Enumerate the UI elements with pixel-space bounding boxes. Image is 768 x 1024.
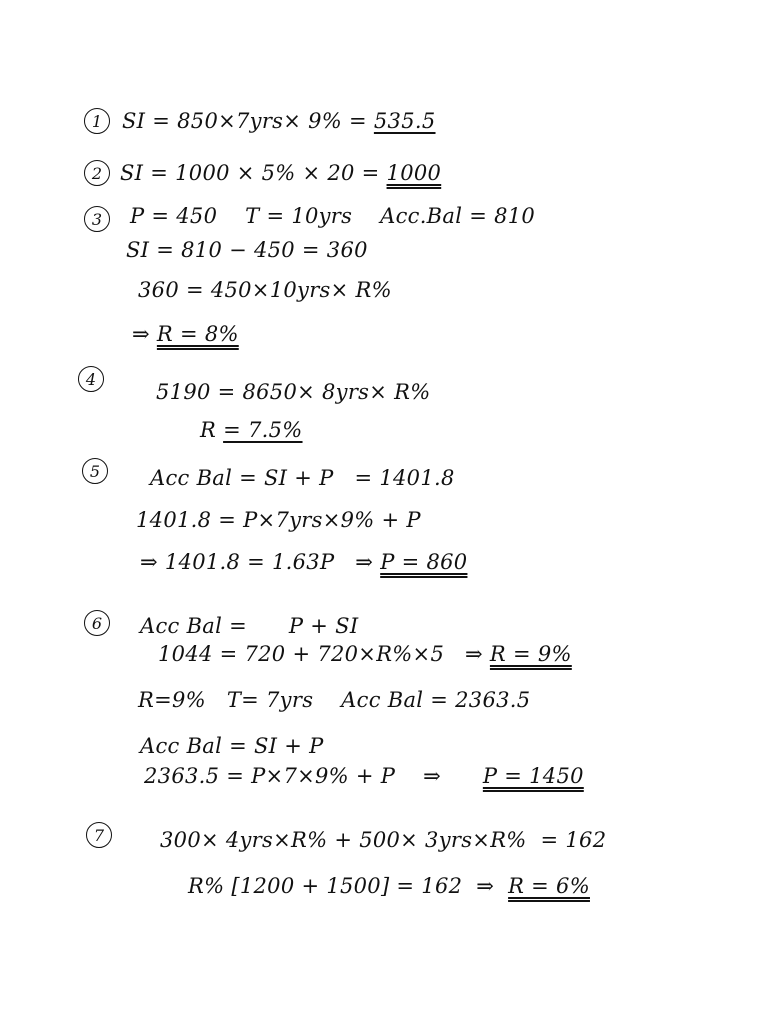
question-number-6: 6 [84,610,110,636]
q6-line-4: Acc Bal = SI + P [140,734,324,758]
q6-text-5: 2363.5 = P×7×9% + P ⇒ [144,764,483,788]
q7-line-2 [188,876,590,897]
q3-line-3: 360 = 450×10yrs× R% [138,278,392,302]
q6-line-1: Acc Bal = P + SI [140,614,359,638]
question-number-5: 5 [82,458,108,484]
question-number-4: 4 [78,366,104,392]
q3-answer: R = 8% [156,322,239,346]
q7-line-1: 300× 4yrs×R% + 500× 3yrs×R% = 162 [160,828,607,852]
q3-line-2: SI = 810 − 450 = 360 [126,238,368,262]
q5-line-2: 1401.8 = P×7yrs×9% + P [136,508,421,532]
q5-text: ⇒ 1401.8 = 1.63P ⇒ [140,550,381,574]
q4-line-2 [200,420,303,441]
q6-line-3: R=9% T= 7yrs Acc Bal = 2363.5 [138,688,531,712]
q6-answer-r: R = 9% [489,642,572,666]
question-number-2: 2 [84,160,110,186]
q4-answer: = 7.5% [223,418,303,442]
q6-answer-p: P = 1450 [482,764,584,788]
q6-line-5 [144,766,584,787]
q3-implies: ⇒ [132,322,157,346]
question-number-7: 7 [86,822,112,848]
q4-line-1: 5190 = 8650× 8yrs× R% [156,380,431,404]
q5-line-3 [140,552,467,573]
q1-text: SI = 850×7yrs× 9% = [122,109,374,133]
q7-text-2: R% [1200 + 1500] = 162 ⇒ [188,874,509,898]
q6-text-2: 1044 = 720 + 720×R%×5 ⇒ [158,642,490,666]
q7-answer: R = 6% [508,874,590,898]
q1-answer: 535.5 [373,109,436,133]
q5-line-1: Acc Bal = SI + P = 1401.8 [150,466,455,490]
q4-r-label: R [200,418,224,442]
q6-line-2 [158,644,572,665]
q3-line-4 [132,324,239,345]
q1-equation [122,111,436,132]
q2-equation [120,163,441,184]
q5-answer: P = 860 [380,550,468,574]
q2-text: SI = 1000 × 5% × 20 = [120,161,387,185]
q2-answer: 1000 [386,161,442,185]
question-number-3: 3 [84,206,110,232]
question-number-1: 1 [84,108,110,134]
q3-line-1: P = 450 T = 10yrs Acc.Bal = 810 [130,204,536,228]
